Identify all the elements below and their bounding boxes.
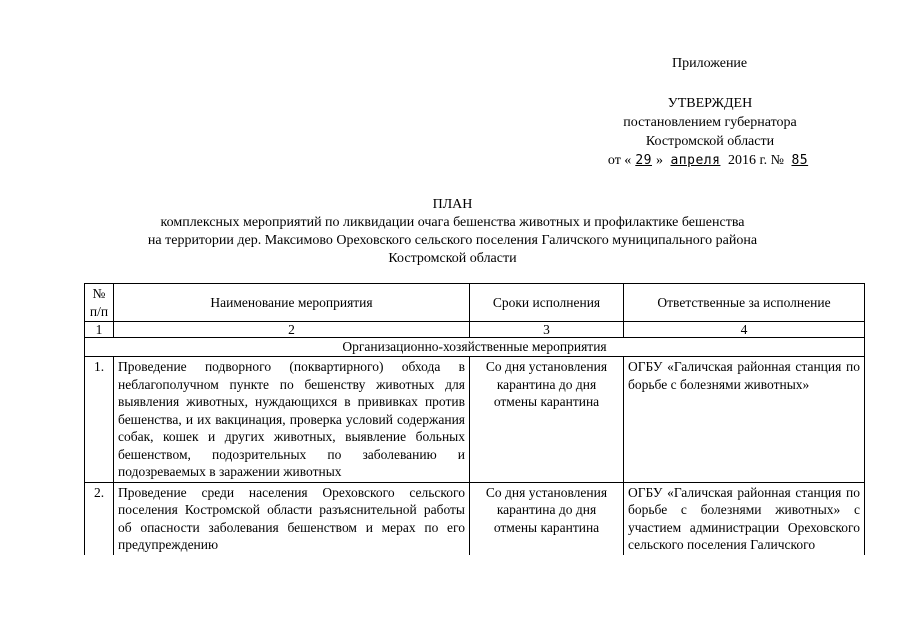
plan-table bbox=[84, 283, 865, 555]
table-header-row bbox=[85, 284, 865, 322]
date-day: 29 bbox=[635, 153, 652, 168]
row-term: Со дня установления карантина до дня отмены карантина bbox=[470, 482, 624, 555]
title-line3: Костромской области bbox=[388, 251, 517, 266]
date-month: апреля bbox=[670, 153, 721, 168]
column-number: 3 bbox=[470, 322, 624, 338]
date-prefix: от « bbox=[607, 153, 632, 168]
appendix-label: Приложение bbox=[672, 56, 748, 71]
title-line2: на территории дер. Максимово Ореховского сельского поселения Галичского муниципального района bbox=[147, 233, 758, 248]
approved-by-line2: Костромской области bbox=[645, 134, 775, 149]
header-name: Наименование мероприятия bbox=[114, 284, 470, 322]
row-activity: Проведение подворного (поквартирного) обхода в неблагополучном пункте по бешенству животных для выявления животных, нуждающихся в прививках против бешенства, и их вакцинация, проверка условий содержания собак, кошек и других животных, выявление больных бешенством, подозрительных по заболеванию и подозреваемых в заражении животных bbox=[114, 357, 470, 483]
approved-by-line1: постановлением губернатора bbox=[623, 115, 797, 130]
section-title: Организационно-хозяйственные мероприятия bbox=[85, 338, 865, 357]
document-title bbox=[80, 196, 825, 268]
section-row bbox=[85, 338, 865, 357]
column-number: 2 bbox=[114, 322, 470, 338]
approval-date-line bbox=[608, 151, 812, 170]
table-row bbox=[85, 482, 865, 555]
approval-block bbox=[560, 94, 860, 170]
header-term: Сроки исполнения bbox=[470, 284, 624, 322]
header-number: № п/п bbox=[85, 284, 114, 322]
row-activity: Проведение среди населения Ореховского сельского поселения Костромской области разъяснительной работы об опасности заболевания бешенством и мерах по его предупреждению bbox=[114, 482, 470, 555]
column-number: 4 bbox=[624, 322, 865, 338]
approved-heading: УТВЕРЖДЕН bbox=[667, 96, 753, 111]
row-responsible: ОГБУ «Галичская районная станция по борьбе с болезнями животных» с участием администрации Ореховского сельского поселения Галичского bbox=[624, 482, 865, 555]
column-number-row bbox=[85, 322, 865, 338]
header-responsible: Ответственные за исполнение bbox=[624, 284, 865, 322]
column-number: 1 bbox=[85, 322, 114, 338]
row-number: 1. bbox=[85, 357, 114, 483]
row-responsible: ОГБУ «Галичская районная станция по борьбе с болезнями животных» bbox=[624, 357, 865, 483]
row-number: 2. bbox=[85, 482, 114, 555]
row-term: Со дня установления карантина до дня отмены карантина bbox=[470, 357, 624, 483]
date-day-close: » bbox=[655, 153, 663, 168]
title-line1: комплексных мероприятий по ликвидации очага бешенства животных и профилактике бешенства bbox=[160, 215, 745, 230]
table-row bbox=[85, 357, 865, 483]
decree-number: 85 bbox=[791, 153, 809, 168]
date-year-text: 2016 г. № bbox=[727, 153, 784, 168]
title-main: ПЛАН bbox=[432, 197, 473, 212]
